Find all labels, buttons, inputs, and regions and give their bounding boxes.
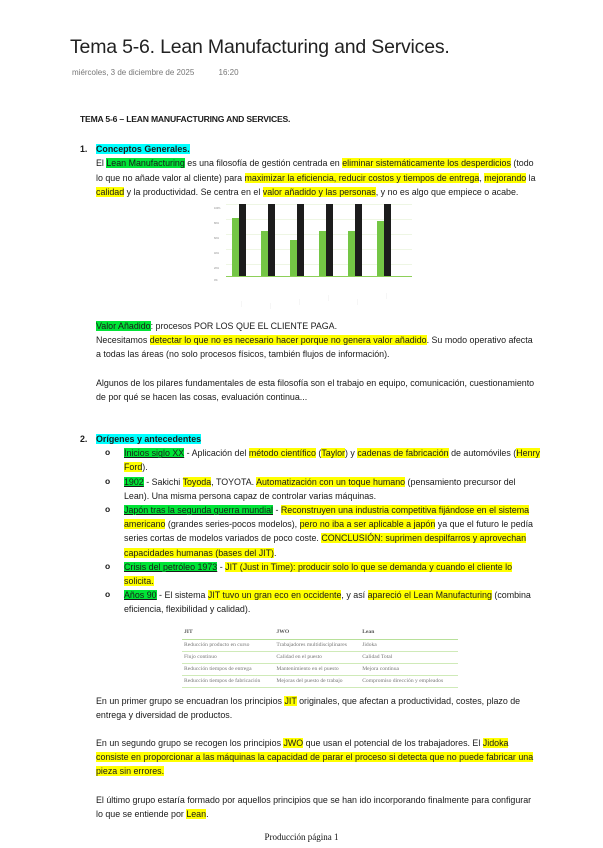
table-cell: Reducción tiempos de entrega xyxy=(182,663,274,675)
highlight-green: Años 90 xyxy=(124,590,157,601)
text: . xyxy=(273,547,277,558)
text: El último grupo estaría formado por aquellos principios que se han ido incorporando finalmente para configurar lo que se entiende por xyxy=(96,794,532,819)
highlight-yellow: eliminar sistemáticamente los desperdicios xyxy=(342,158,511,169)
text: (grandes series-pocos modelos), xyxy=(165,519,300,530)
principles-table-image xyxy=(182,627,458,688)
chart-category: ······ xyxy=(297,299,301,306)
text: En un primer grupo se encuadran los principios xyxy=(96,695,285,706)
table-cell: Calidad Total xyxy=(360,651,458,663)
chart-category: ······ xyxy=(355,299,359,306)
list-item xyxy=(122,503,540,560)
text: - Sakichi xyxy=(143,476,183,487)
paragraph-jwo-group xyxy=(96,736,540,779)
text: ) y xyxy=(345,448,358,459)
page-time: 16:20 xyxy=(218,68,239,77)
text: que usan el potencial de los trabajadores. El xyxy=(303,738,483,749)
chart-bar-black xyxy=(239,204,246,276)
highlight-green: Lean Manufacturing xyxy=(106,158,185,169)
table-header: JIT xyxy=(182,627,274,640)
highlight-yellow: Toyoda xyxy=(182,476,212,487)
chart-bar-green xyxy=(232,218,239,276)
chart-bar-green xyxy=(319,231,326,276)
highlight-yellow: valor añadido y las personas xyxy=(262,186,376,197)
table-row xyxy=(182,651,458,663)
section-number: 1. xyxy=(80,144,88,155)
section-title: Conceptos Generales. xyxy=(96,144,190,155)
chart-bar-black xyxy=(268,204,275,276)
highlight-green: 1902 xyxy=(124,476,144,487)
highlight-green: Inicios siglo XX xyxy=(124,448,185,459)
list-item xyxy=(122,560,540,588)
text: ya que el futuro le pedía series cortas de modelos variados de poco coste. xyxy=(124,519,533,544)
highlight-yellow: JIT tuvo un gran eco en occidente xyxy=(207,590,342,601)
chart-tick: 80% xyxy=(214,222,220,226)
origins-list xyxy=(96,446,540,616)
highlight-yellow: Lean xyxy=(186,808,207,819)
text: (combina eficiencia, flexibilidad y calidad). xyxy=(124,590,531,615)
chart-tick: 100% xyxy=(214,207,221,211)
text: En un segundo grupo se recogen los principios xyxy=(96,738,284,749)
paragraph-lean-group xyxy=(96,793,540,821)
highlight-yellow: CONCLUSIÓN: suprimen despilfarros y aprovechan capacidades humanas (bases del JIT) xyxy=(124,533,527,558)
text: originales, que afectan a productividad, costes, plazo de entrega y diversidad de productos. xyxy=(96,695,521,720)
text: de automóviles ( xyxy=(448,448,517,459)
chart-category: ······ xyxy=(326,295,330,302)
section-title: Orígenes y antecedentes xyxy=(96,434,202,445)
chart-bar-black xyxy=(355,204,362,276)
chart-tick: 0% xyxy=(214,279,218,283)
paragraph-pilares: Algunos de los pilares fundamentales de esta filosofía son el trabajo en equipo, comunicación, cuestionamiento de por qué se hacen las cosas, evaluación continua... xyxy=(96,377,535,402)
paragraph-valor-anadido xyxy=(96,319,540,333)
highlight-yellow: Taylor xyxy=(321,448,346,459)
chart-tick: 60% xyxy=(214,237,220,241)
page-footer: Producción página 1 xyxy=(264,832,339,842)
chart-bar-black xyxy=(297,204,304,276)
chart-category: ······ xyxy=(239,301,243,308)
table-cell: Mejora continua xyxy=(360,663,458,675)
table-cell: Flujo continuo xyxy=(182,651,274,663)
chart-bar-green xyxy=(377,221,384,276)
section-origenes xyxy=(80,432,540,821)
chart-bar-black xyxy=(384,204,391,276)
highlight-green: Valor Añadido xyxy=(96,321,151,332)
paragraph-lean-definition xyxy=(96,156,540,199)
text: y la productividad. Se centra en el xyxy=(124,186,263,197)
list-item xyxy=(122,588,540,616)
text: , xyxy=(479,172,485,183)
text: ). xyxy=(142,462,148,473)
highlight-yellow: Automatización con un toque humano xyxy=(256,476,406,487)
highlight-yellow: JIT xyxy=(284,695,297,706)
highlight-yellow: detectar lo que no es necesario hacer porque no genera valor añadido xyxy=(149,335,427,346)
page-title: Tema 5-6. Lean Manufacturing and Services. xyxy=(70,36,450,58)
highlight-yellow: mejorando xyxy=(484,172,527,183)
chart-category: ······ xyxy=(384,293,388,300)
text: ( xyxy=(315,448,322,459)
highlight-yellow: JIT (Just in Time): producir solo lo que se demanda y cuando el cliente lo solicita. xyxy=(124,561,513,587)
paragraph-jit-group xyxy=(96,694,540,722)
text: . Su modo operativo afecta a todas las áreas (no solo procesos físicos, también flujos de información). xyxy=(96,335,533,360)
page-date: miércoles, 3 de diciembre de 2025 xyxy=(72,68,195,77)
text: (pensamiento precursor del Lean). Una misma persona capaz de controlar varias máquinas. xyxy=(124,476,516,501)
text: es una filosofía de gestión centrada en xyxy=(184,158,343,169)
text: El xyxy=(96,158,107,169)
text: . xyxy=(206,808,209,819)
table-row xyxy=(182,675,458,687)
table-cell: Reducción tiempos de fabricación xyxy=(182,675,274,687)
table-row xyxy=(182,639,458,651)
list-item xyxy=(122,446,540,474)
table-cell: Jidoka xyxy=(360,639,458,651)
section-number: 2. xyxy=(80,434,88,445)
table-cell: Compromiso dirección y empleados xyxy=(360,675,458,687)
text: la xyxy=(526,172,536,183)
text: - Aplicación del xyxy=(184,448,249,459)
paragraph-necesitamos xyxy=(96,333,540,361)
table-header: JWO xyxy=(274,627,360,640)
text: , y así xyxy=(341,590,368,601)
page-meta xyxy=(72,68,261,77)
text: (todo lo que no añade valor al cliente) para xyxy=(96,158,534,183)
highlight-yellow: pero no iba a ser aplicable a japón xyxy=(299,519,436,530)
note-content[interactable] xyxy=(80,112,540,821)
text: , y no es algo que empiece o acabe. xyxy=(375,186,519,197)
table-row xyxy=(182,663,458,675)
table-cell: Reducción producto en curso xyxy=(182,639,274,651)
section-conceptos xyxy=(80,142,540,404)
table-header: Lean xyxy=(360,627,458,640)
highlight-yellow: método científico xyxy=(248,448,316,459)
chart-bar-black xyxy=(326,204,333,276)
chart-bar-green xyxy=(261,231,268,276)
table-cell: Trabajadores multidisciplinares xyxy=(274,639,360,651)
text: , TOYOTA. xyxy=(211,476,257,487)
text: - xyxy=(273,505,281,516)
highlight-green: Japón tras la segunda guerra mundial xyxy=(124,505,273,516)
highlight-green: Crisis del petróleo 1973 xyxy=(124,561,218,572)
list-item xyxy=(122,475,540,503)
table-cell: Mantenimiento en el puesto xyxy=(274,663,360,675)
highlight-yellow: cadenas de fabricación xyxy=(357,448,449,459)
chart-tick: 20% xyxy=(214,267,220,271)
highlight-yellow: apareció el Lean Manufacturing xyxy=(367,590,492,601)
highlight-yellow: maximizar la eficiencia, reducir costos y tiempos de entrega xyxy=(244,172,480,183)
text: - xyxy=(217,561,226,572)
chart-bar-green xyxy=(348,231,355,276)
text: : procesos POR LOS QUE EL CLIENTE PAGA. xyxy=(150,321,338,332)
table-cell: Calidad en el puesto xyxy=(274,651,360,663)
chart-bar-green xyxy=(290,240,297,276)
text: - El sistema xyxy=(156,590,208,601)
chart-category: ······ xyxy=(268,303,272,310)
highlight-yellow: JWO xyxy=(283,738,304,749)
highlight-yellow: Henry Ford xyxy=(124,448,540,473)
highlight-yellow: Reconstruyen una industria competitiva fijándose en el sistema americano xyxy=(124,505,530,530)
highlight-yellow: calidad xyxy=(96,186,125,197)
chart-tick: 40% xyxy=(214,252,220,256)
embedded-bar-chart-image xyxy=(212,201,412,319)
text: Necesitamos xyxy=(96,335,150,346)
table-cell: Mejoras del puesto de trabajo xyxy=(274,675,360,687)
document-heading: TEMA 5-6 – LEAN MANUFACTURING AND SERVICES. xyxy=(80,114,291,124)
highlight-yellow: Jidoka consiste en proporcionar a las máquinas la capacidad de parar el proceso si detecta que no puede fabricar una pieza sin errores. xyxy=(96,738,534,777)
